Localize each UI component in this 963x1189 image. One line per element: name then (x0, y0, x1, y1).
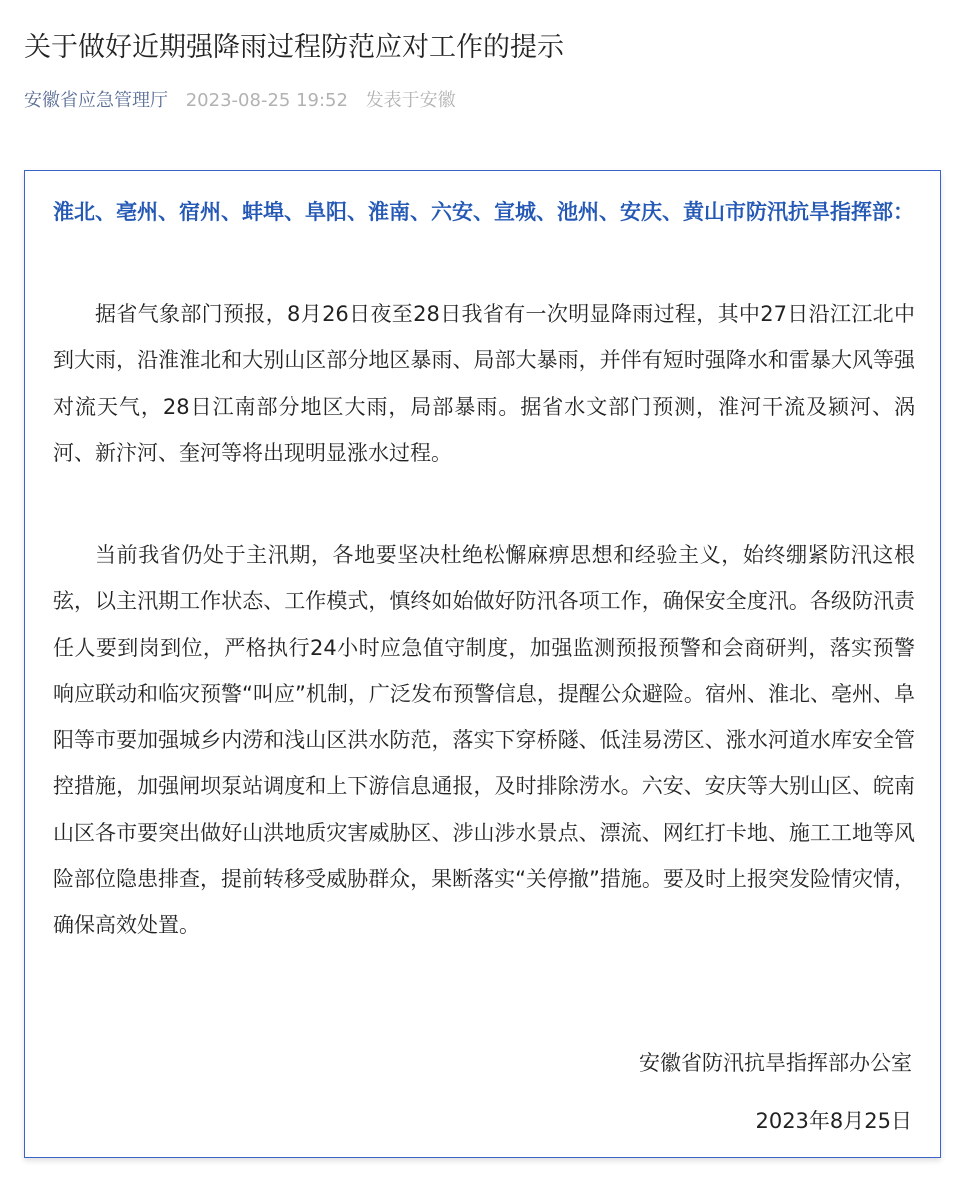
publish-time: 2023-08-25 19:52 (185, 90, 348, 111)
notice-date: 2023年8月25日 (755, 1109, 912, 1133)
notice-paragraph-forecast: 据省气象部门预报，8月26日夜至28日我省有一次明显降雨过程，其中27日沿江江北中到大雨，沿淮淮北和大别山区部分地区暴雨、局部大暴雨，并伴有短时强降水和雷暴大风等强对流天气，28日江南部分地区大雨，局部暴雨。据省水文部门预测，淮河干流及颍河、涡河、新汴河、奎河等将出现明显涨水过程。 (53, 302, 915, 465)
notice-box (24, 170, 941, 1158)
notice-paragraph-requirements: 当前我省仍处于主汛期，各地要坚决杜绝松懈麻痹思想和经验主义，始终绷紧防汛这根弦，以主汛期工作状态、工作模式，慎终如始做好防汛各项工作，确保安全度汛。各级防汛责任人要到岗到位，严格执行24小时应急值守制度，加强监测预报预警和会商研判，落实预警响应联动和临灾预警“叫应”机制，广泛发布预警信息，提醒公众避险。宿州、淮北、亳州、阜阳等市要加强城乡内涝和浅山区洪水防范，落实下穿桥隧、低洼易涝区、涨水河道水库安全管控措施，加强闸坝泵站调度和上下游信息通报，及时排除涝水。六安、安庆等大别山区、皖南山区各市要突出做好山洪地质灾害威胁区、涉山涉水景点、漂流、网红打卡地、施工工地等风险部位隐患排查，提前转移受威胁群众，果断落实“关停撤”措施。要及时上报突发险情灾情，确保高效处置。 (53, 543, 915, 938)
source-account-link[interactable]: 安徽省应急管理厅 (24, 90, 168, 111)
article-meta (24, 86, 456, 116)
publish-location: 发表于安徽 (365, 90, 456, 111)
notice-recipients: 淮北、亳州、宿州、蚌埠、阜阳、淮南、六安、宣城、池州、安庆、黄山市防汛抗旱指挥部： (53, 200, 914, 224)
notice-signature: 安徽省防汛抗旱指挥部办公室 (639, 1051, 912, 1075)
article-title: 关于做好近期强降雨过程防范应对工作的提示 (24, 32, 564, 63)
